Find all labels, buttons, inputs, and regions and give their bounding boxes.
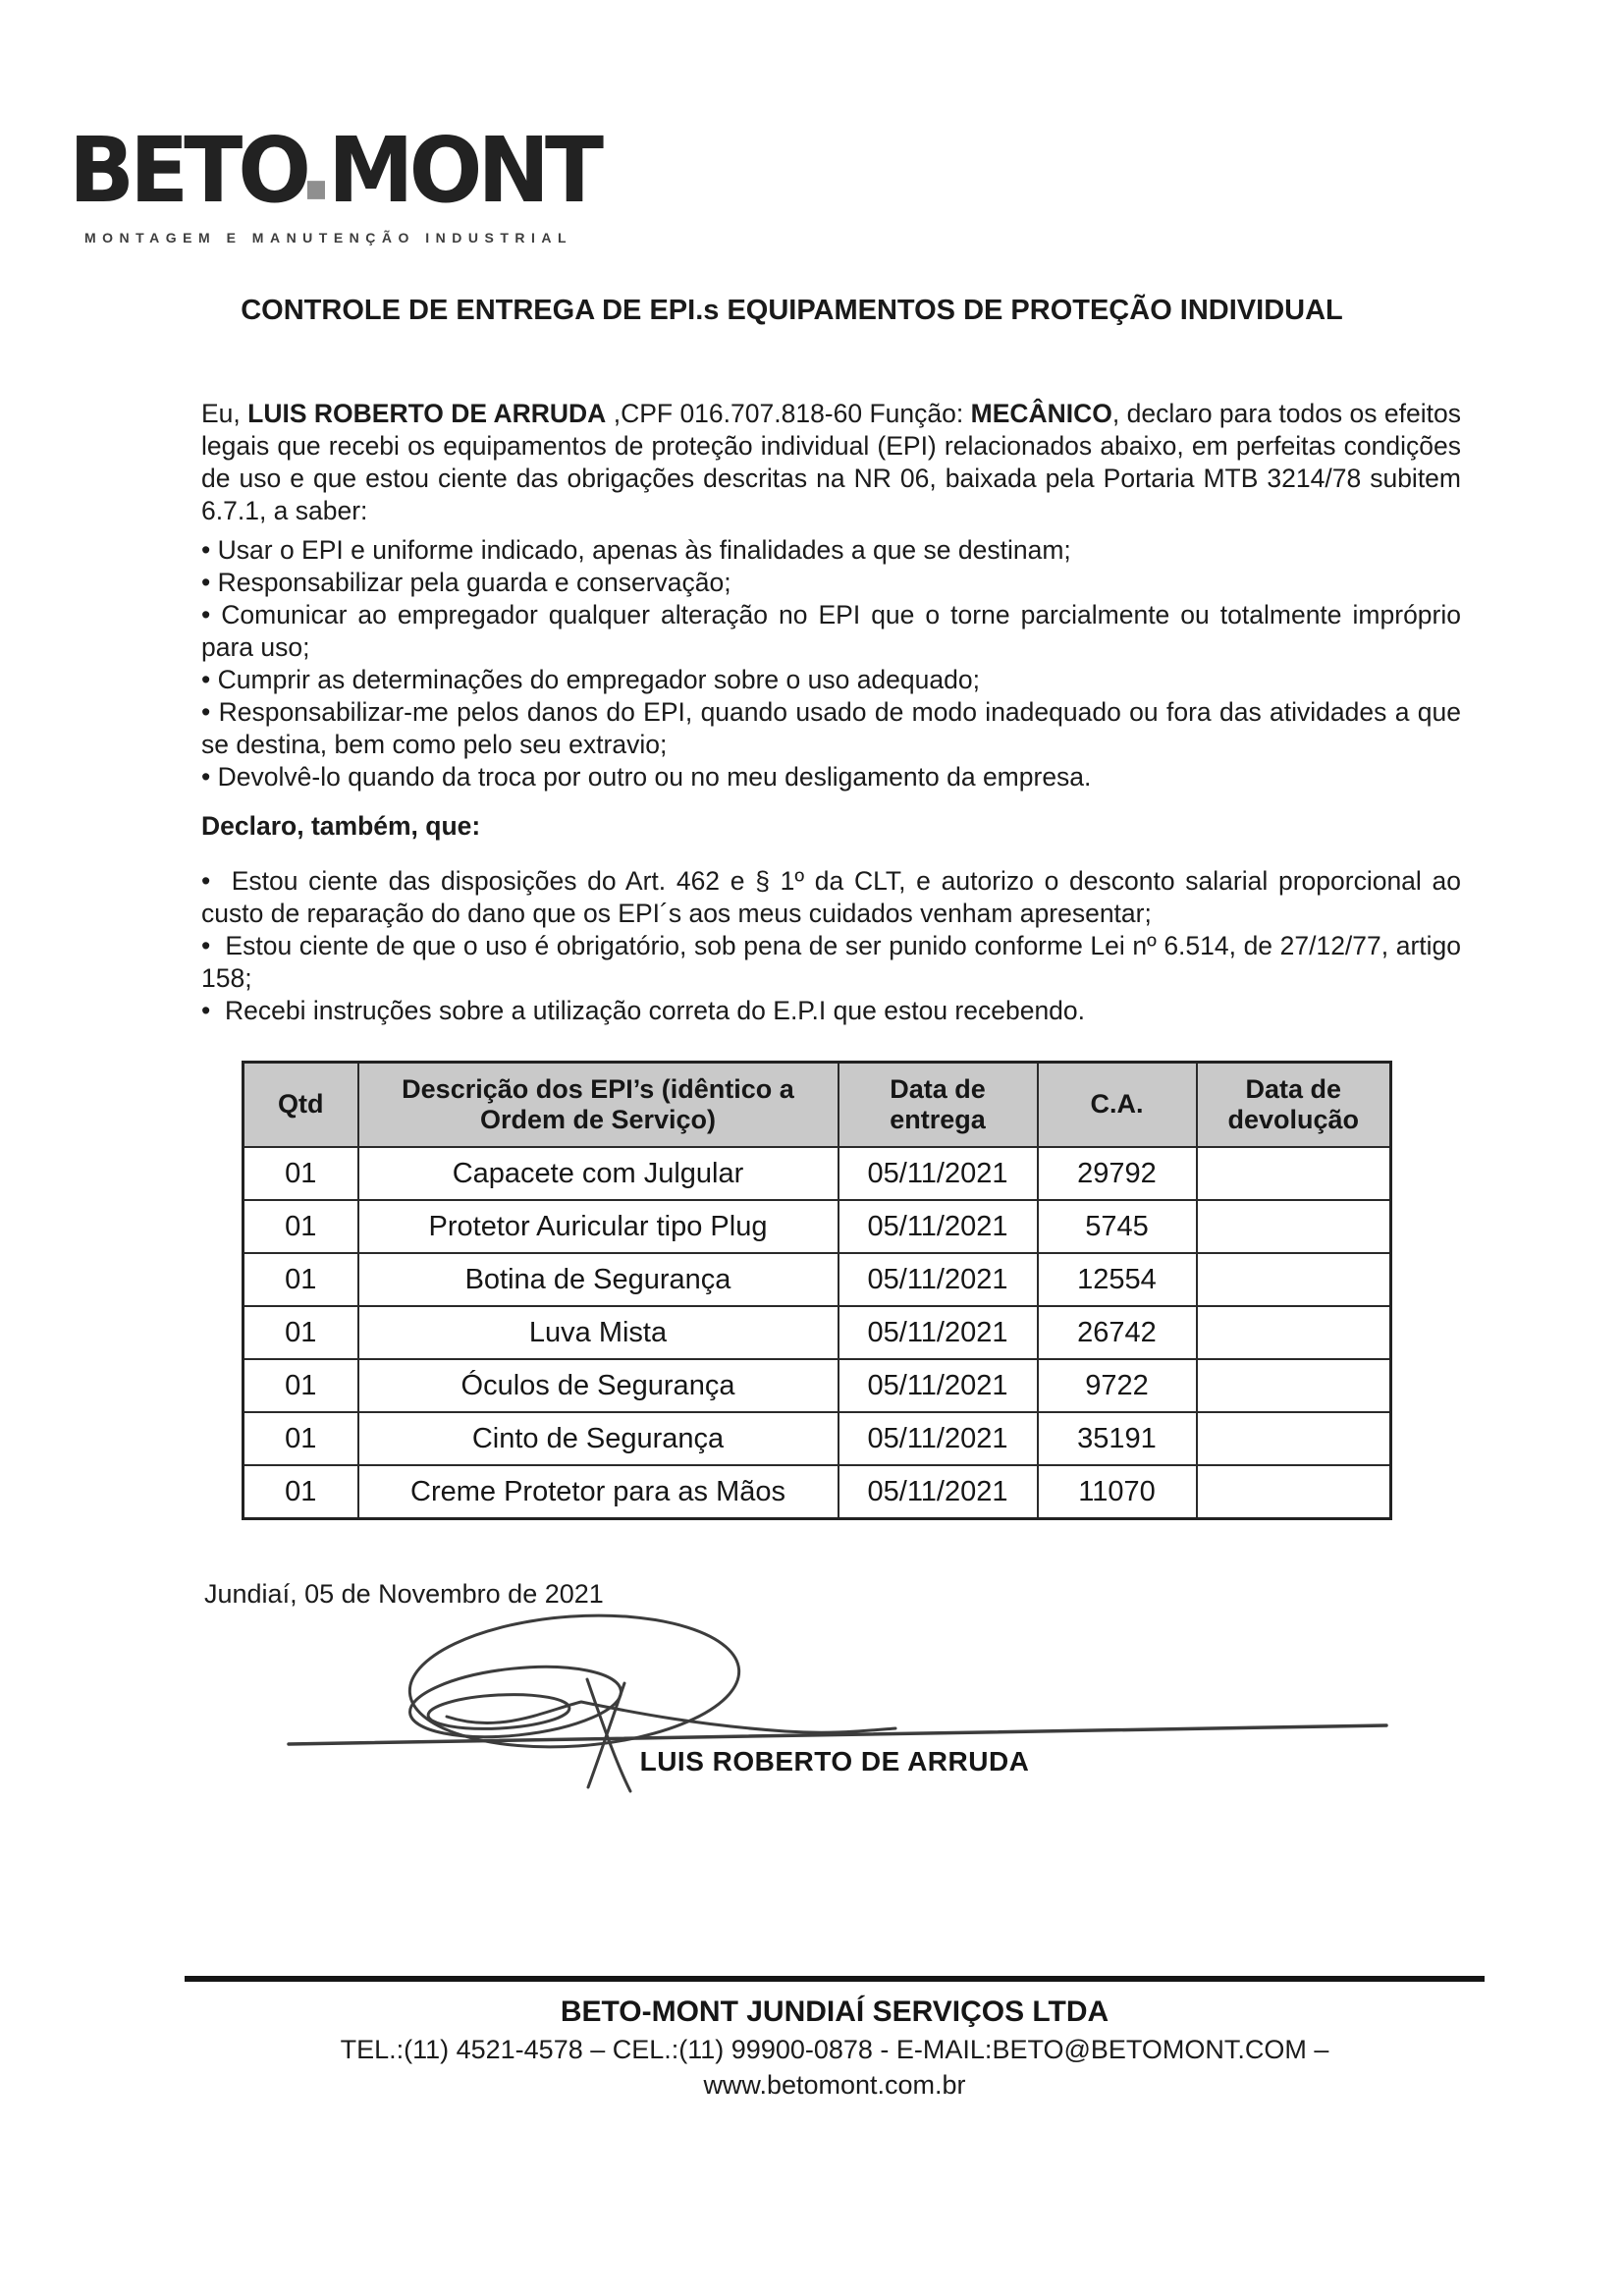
- obligation-item: • Responsabilizar-me pelos danos do EPI, quando usado de modo inadequado ou fora das atividades a que se destina, bem como pelo seu extravio;: [201, 697, 1461, 759]
- logo-tagline: MONTAGEM E MANUTENÇÃO INDUSTRIAL: [84, 230, 573, 246]
- obligation-item: • Cumprir as determinações do empregador sobre o uso adequado;: [201, 665, 980, 694]
- col-header-ca: C.A.: [1038, 1063, 1197, 1148]
- table-cell: 01: [243, 1147, 358, 1200]
- col-header-data-entrega: Data de entrega: [839, 1063, 1038, 1148]
- declaration-item: • Estou ciente das disposições do Art. 462 e § 1º da CLT, e autorizo o desconto salarial proporcional ao custo de reparação do dano que os EPI´s aos meus cuidados venham apresentar;: [201, 866, 1461, 928]
- table-cell: 29792: [1038, 1147, 1197, 1200]
- text-segment: ,CPF 016.707.818-60 Função:: [606, 399, 971, 428]
- footer-company-name: BETO-MONT JUNDIAÍ SERVIÇOS LTDA: [560, 1995, 1109, 2028]
- table-cell: 01: [243, 1359, 358, 1412]
- col-header-qtd: Qtd: [243, 1063, 358, 1148]
- table-cell: Capacete com Julgular: [358, 1147, 839, 1200]
- logo-wordmark-part2: MONT: [328, 117, 600, 223]
- table-cell: 05/11/2021: [839, 1412, 1038, 1465]
- table-cell: 01: [243, 1306, 358, 1359]
- table-cell: 5745: [1038, 1200, 1197, 1253]
- table-cell: 05/11/2021: [839, 1359, 1038, 1412]
- logo-wordmark-part1: BETO: [69, 117, 307, 223]
- table-cell: 01: [243, 1253, 358, 1306]
- date-line: Jundiaí, 05 de Novembro de 2021: [204, 1579, 604, 1609]
- table-cell: 05/11/2021: [839, 1200, 1038, 1253]
- declaration-heading: Declaro, também, que:: [201, 811, 481, 841]
- text-segment: , declaro para todos os efeitos legais que recebi os equipamentos de proteção individual (EPI) relacionados abaixo, em perfeitas condições de uso e que estou ciente das obrigações descritas na NR 06, baixada pela Portaria MTB 3214/78 subitem 6.7.1, a saber:: [201, 399, 1461, 525]
- table-cell: 35191: [1038, 1412, 1197, 1465]
- table-cell: Cinto de Segurança: [358, 1412, 839, 1465]
- table-cell: 11070: [1038, 1465, 1197, 1519]
- col-header-descricao: Descrição dos EPI’s (idêntico a Ordem de Serviço): [358, 1063, 839, 1148]
- document-title: CONTROLE DE ENTREGA DE EPI.s EQUIPAMENTOS DE PROTEÇÃO INDIVIDUAL: [241, 295, 1343, 326]
- col-header-data-devolucao: Data de devolução: [1197, 1063, 1391, 1148]
- table-cell: 05/11/2021: [839, 1465, 1038, 1519]
- signer-name: LUIS ROBERTO DE ARRUDA: [639, 1746, 1030, 1777]
- obligation-item: • Responsabilizar pela guarda e conservação;: [201, 568, 731, 597]
- footer: [185, 1976, 1485, 2101]
- table-cell: 26742: [1038, 1306, 1197, 1359]
- table-cell: Luva Mista: [358, 1306, 839, 1359]
- table-cell: 05/11/2021: [839, 1147, 1038, 1200]
- table-cell: 05/11/2021: [839, 1253, 1038, 1306]
- table-cell: Protetor Auricular tipo Plug: [358, 1200, 839, 1253]
- text-segment: MECÂNICO: [970, 399, 1112, 428]
- declaration-item: • Estou ciente de que o uso é obrigatório, sob pena de ser punido conforme Lei nº 6.514, de 27/12/77, artigo 158;: [201, 931, 1461, 993]
- table-cell: Creme Protetor para as Mãos: [358, 1465, 839, 1519]
- table-cell: 01: [243, 1465, 358, 1519]
- obligation-item: • Devolvê-lo quando da troca por outro ou no meu desligamento da empresa.: [201, 762, 1092, 792]
- table-cell: 05/11/2021: [839, 1306, 1038, 1359]
- text-segment: Eu,: [201, 399, 248, 428]
- footer-website: www.betomont.com.br: [703, 2070, 966, 2100]
- table-cell: Botina de Segurança: [358, 1253, 839, 1306]
- table-cell: Óculos de Segurança: [358, 1359, 839, 1412]
- table-cell: 01: [243, 1200, 358, 1253]
- obligation-item: • Usar o EPI e uniforme indicado, apenas às finalidades a que se destinam;: [201, 535, 1071, 565]
- table-cell: 01: [243, 1412, 358, 1465]
- obligation-item: • Comunicar ao empregador qualquer alteração no EPI que o torne parcialmente ou totalmente impróprio para uso;: [201, 600, 1461, 662]
- table-cell: 9722: [1038, 1359, 1197, 1412]
- table-cell: 12554: [1038, 1253, 1197, 1306]
- declaration-item: • Recebi instruções sobre a utilização correta do E.P.I que estou recebendo.: [201, 996, 1086, 1025]
- footer-contact-line: TEL.:(11) 4521-4578 – CEL.:(11) 99900-0878 - E-MAIL:BETO@BETOMONT.COM –: [340, 2035, 1329, 2064]
- text-segment: LUIS ROBERTO DE ARRUDA: [247, 399, 607, 428]
